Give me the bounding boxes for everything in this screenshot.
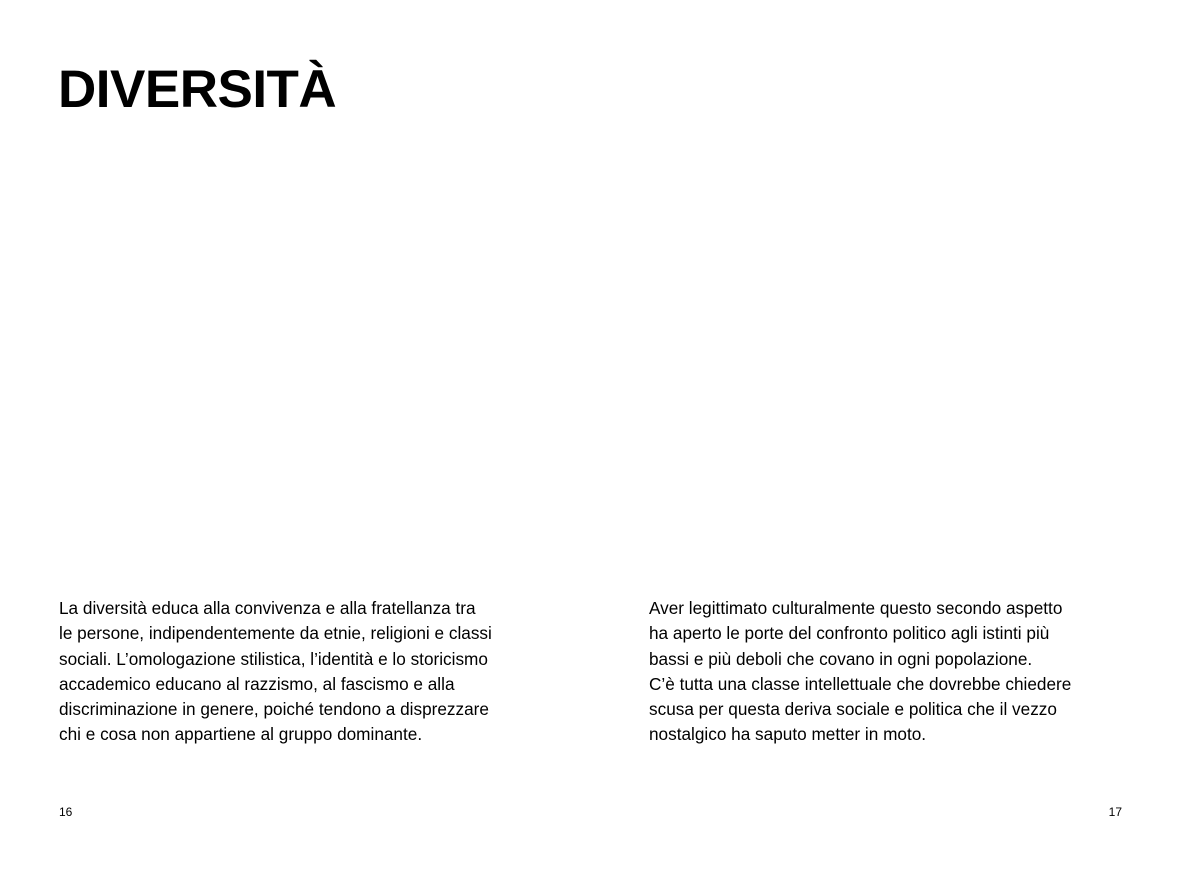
right-page-paragraph: Aver legittimato culturalmente questo secondo aspetto ha aperto le porte del confronto politico agli istinti più bassi e più deboli che covano in ogni popolazione. C’è tutta una classe intellettuale che dovrebbe chiedere scusa per questa deriva sociale e politica che il vezzo nostalgico ha saputo metter in moto.: [649, 598, 1072, 745]
left-page-number: 16: [59, 805, 73, 819]
page-title: DIVERSITÀ: [58, 60, 337, 119]
left-page-paragraph: La diversità educa alla convivenza e alla fratellanza tra le persone, indipendentemente da etnie, religioni e classi sociali. L’omologazione stilistica, l’identità e lo storicismo accademico educano al razzismo, al fascismo e alla discriminazione in genere, poiché tendono a disprezzare chi e cosa non appartiene al gruppo dominante.: [59, 598, 492, 745]
right-page-number: 17: [1108, 805, 1122, 819]
